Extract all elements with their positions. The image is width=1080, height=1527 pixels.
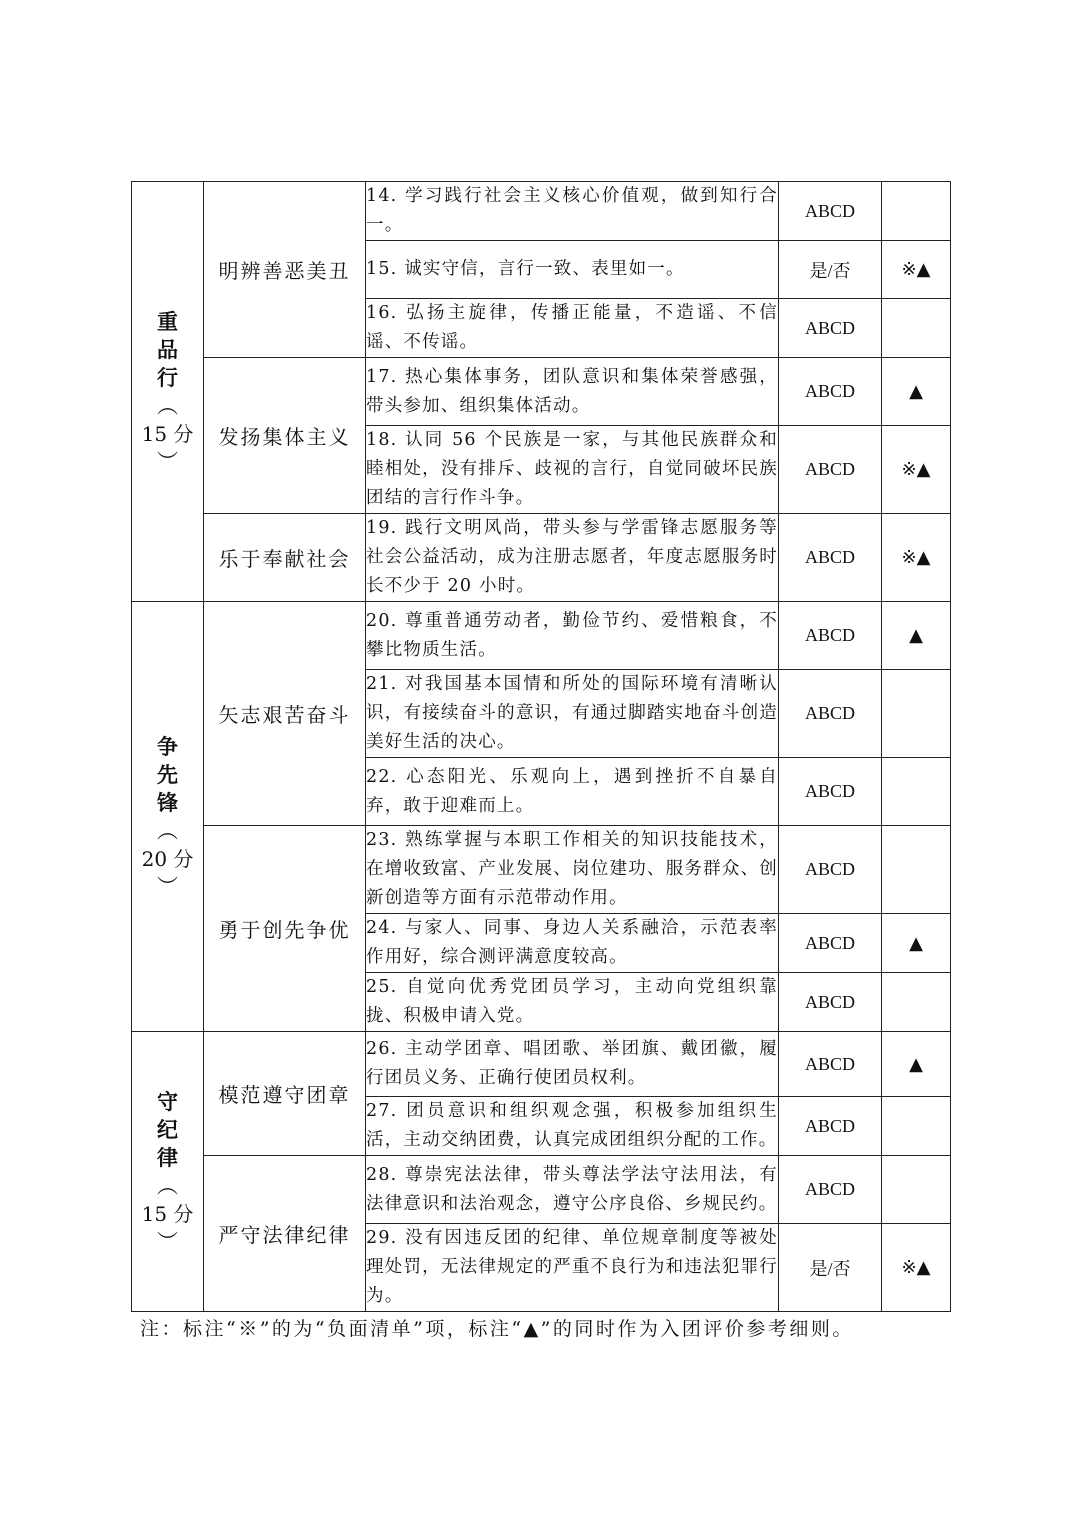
category-paren-open: ︵ [157, 818, 178, 843]
group-name: 勇于创先争优 [204, 826, 366, 1032]
group-name: 严守法律纪律 [204, 1156, 366, 1312]
item-mark [882, 299, 951, 358]
category-name-char: 行 [157, 364, 178, 390]
item-grade: ABCD [779, 514, 882, 602]
item-mark: ※▲ [882, 514, 951, 602]
item-text: 19. 践行文明风尚，带头参与学雷锋志愿服务等社会公益活动，成为注册志愿者，年度志愿服务时长不少于 20 小时。 [366, 514, 779, 602]
item-text: 23. 熟练掌握与本职工作相关的知识技能技术，在增收致富、产业发展、岗位建功、服务群众、创新创造等方面有示范带动作用。 [366, 826, 779, 914]
group-name: 乐于奉献社会 [204, 514, 366, 602]
item-grade: ABCD [779, 1156, 882, 1224]
evaluation-table [131, 181, 951, 1312]
category-name-char: 锋 [157, 789, 178, 815]
category-paren-close: ︶ [157, 874, 178, 899]
category-name-char: 律 [157, 1144, 178, 1170]
item-mark: ▲ [882, 914, 951, 973]
category-points: 20 分 [141, 846, 194, 871]
item-grade: ABCD [779, 914, 882, 973]
item-text: 25. 自觉向优秀党团员学习，主动向党组织靠拢、积极申请入党。 [366, 973, 779, 1032]
item-text: 21. 对我国基本国情和所处的国际环境有清晰认识，有接续奋斗的意识，有通过脚踏实地奋斗创造美好生活的决心。 [366, 670, 779, 758]
category-name-char: 重 [157, 308, 178, 334]
item-mark: ※▲ [882, 1224, 951, 1312]
item-mark [882, 973, 951, 1032]
category-paren-open: ︵ [157, 393, 178, 418]
category-paren-open: ︵ [157, 1173, 178, 1198]
item-text: 29. 没有因违反团的纪律、单位规章制度等被处理处罚，无法律规定的严重不良行为和违法犯罪行为。 [366, 1224, 779, 1312]
item-mark: ▲ [882, 602, 951, 670]
item-grade: ABCD [779, 1097, 882, 1156]
group-name: 明辨善恶美丑 [204, 182, 366, 358]
item-grade: ABCD [779, 670, 882, 758]
item-mark: ▲ [882, 358, 951, 426]
category-name-char: 先 [157, 761, 178, 787]
item-text: 15. 诚实守信，言行一致、表里如一。 [366, 241, 779, 299]
table-row [132, 1156, 951, 1224]
item-text: 28. 尊崇宪法法律，带头尊法学法守法用法，有法律意识和法治观念，遵守公序良俗、乡规民约。 [366, 1156, 779, 1224]
table-row [132, 514, 951, 602]
table-row [132, 182, 951, 241]
item-grade: ABCD [779, 758, 882, 826]
item-grade: ABCD [779, 602, 882, 670]
item-grade: ABCD [779, 299, 882, 358]
category-points: 15 分 [141, 1201, 194, 1226]
item-mark [882, 826, 951, 914]
table-row [132, 826, 951, 914]
category-paren-close: ︶ [157, 1229, 178, 1254]
table-row [132, 1032, 951, 1097]
item-text: 17. 热心集体事务，团队意识和集体荣誉感强，带头参加、组织集体活动。 [366, 358, 779, 426]
item-text: 18. 认同 56 个民族是一家，与其他民族群众和睦相处，没有排斥、歧视的言行，自觉同破坏民族团结的言行作斗争。 [366, 426, 779, 514]
item-grade: ABCD [779, 358, 882, 426]
category-name-char: 纪 [157, 1116, 178, 1142]
item-grade: ABCD [779, 1032, 882, 1097]
item-text: 27. 团员意识和组织观念强，积极参加组织生活，主动交纳团费，认真完成团组织分配的工作。 [366, 1097, 779, 1156]
item-mark [882, 182, 951, 241]
category-cell [132, 182, 204, 602]
item-grade: 是/否 [779, 241, 882, 299]
item-grade: ABCD [779, 826, 882, 914]
category-name-char: 品 [157, 336, 178, 362]
table-row [132, 358, 951, 426]
table-row [132, 602, 951, 670]
group-name: 矢志艰苦奋斗 [204, 602, 366, 826]
category-paren-close: ︶ [157, 449, 178, 474]
item-text: 20. 尊重普通劳动者，勤俭节约、爱惜粮食，不攀比物质生活。 [366, 602, 779, 670]
item-grade: 是/否 [779, 1224, 882, 1312]
item-mark [882, 1156, 951, 1224]
item-text: 16. 弘扬主旋律，传播正能量，不造谣、不信谣、不传谣。 [366, 299, 779, 358]
category-cell [132, 602, 204, 1032]
item-text: 26. 主动学团章、唱团歌、举团旗、戴团徽，履行团员义务、正确行使团员权利。 [366, 1032, 779, 1097]
category-cell [132, 1032, 204, 1312]
item-grade: ABCD [779, 426, 882, 514]
item-mark [882, 670, 951, 758]
group-name: 发扬集体主义 [204, 358, 366, 514]
item-mark: ※▲ [882, 241, 951, 299]
item-mark: ※▲ [882, 426, 951, 514]
item-mark [882, 1097, 951, 1156]
group-name: 模范遵守团章 [204, 1032, 366, 1156]
item-mark [882, 758, 951, 826]
category-name-char: 争 [157, 733, 178, 759]
category-points: 15 分 [141, 421, 194, 446]
footnote: 注：标注“※”的为“负面清单”项，标注“▲”的同时作为入团评价参考细则。 [140, 1318, 854, 1340]
category-name-char: 守 [157, 1088, 178, 1114]
item-mark: ▲ [882, 1032, 951, 1097]
item-grade: ABCD [779, 182, 882, 241]
item-text: 22. 心态阳光、乐观向上，遇到挫折不自暴自弃，敢于迎难而上。 [366, 758, 779, 826]
item-text: 14. 学习践行社会主义核心价值观，做到知行合一。 [366, 182, 779, 241]
item-grade: ABCD [779, 973, 882, 1032]
item-text: 24. 与家人、同事、身边人关系融洽，示范表率作用好，综合测评满意度较高。 [366, 914, 779, 973]
